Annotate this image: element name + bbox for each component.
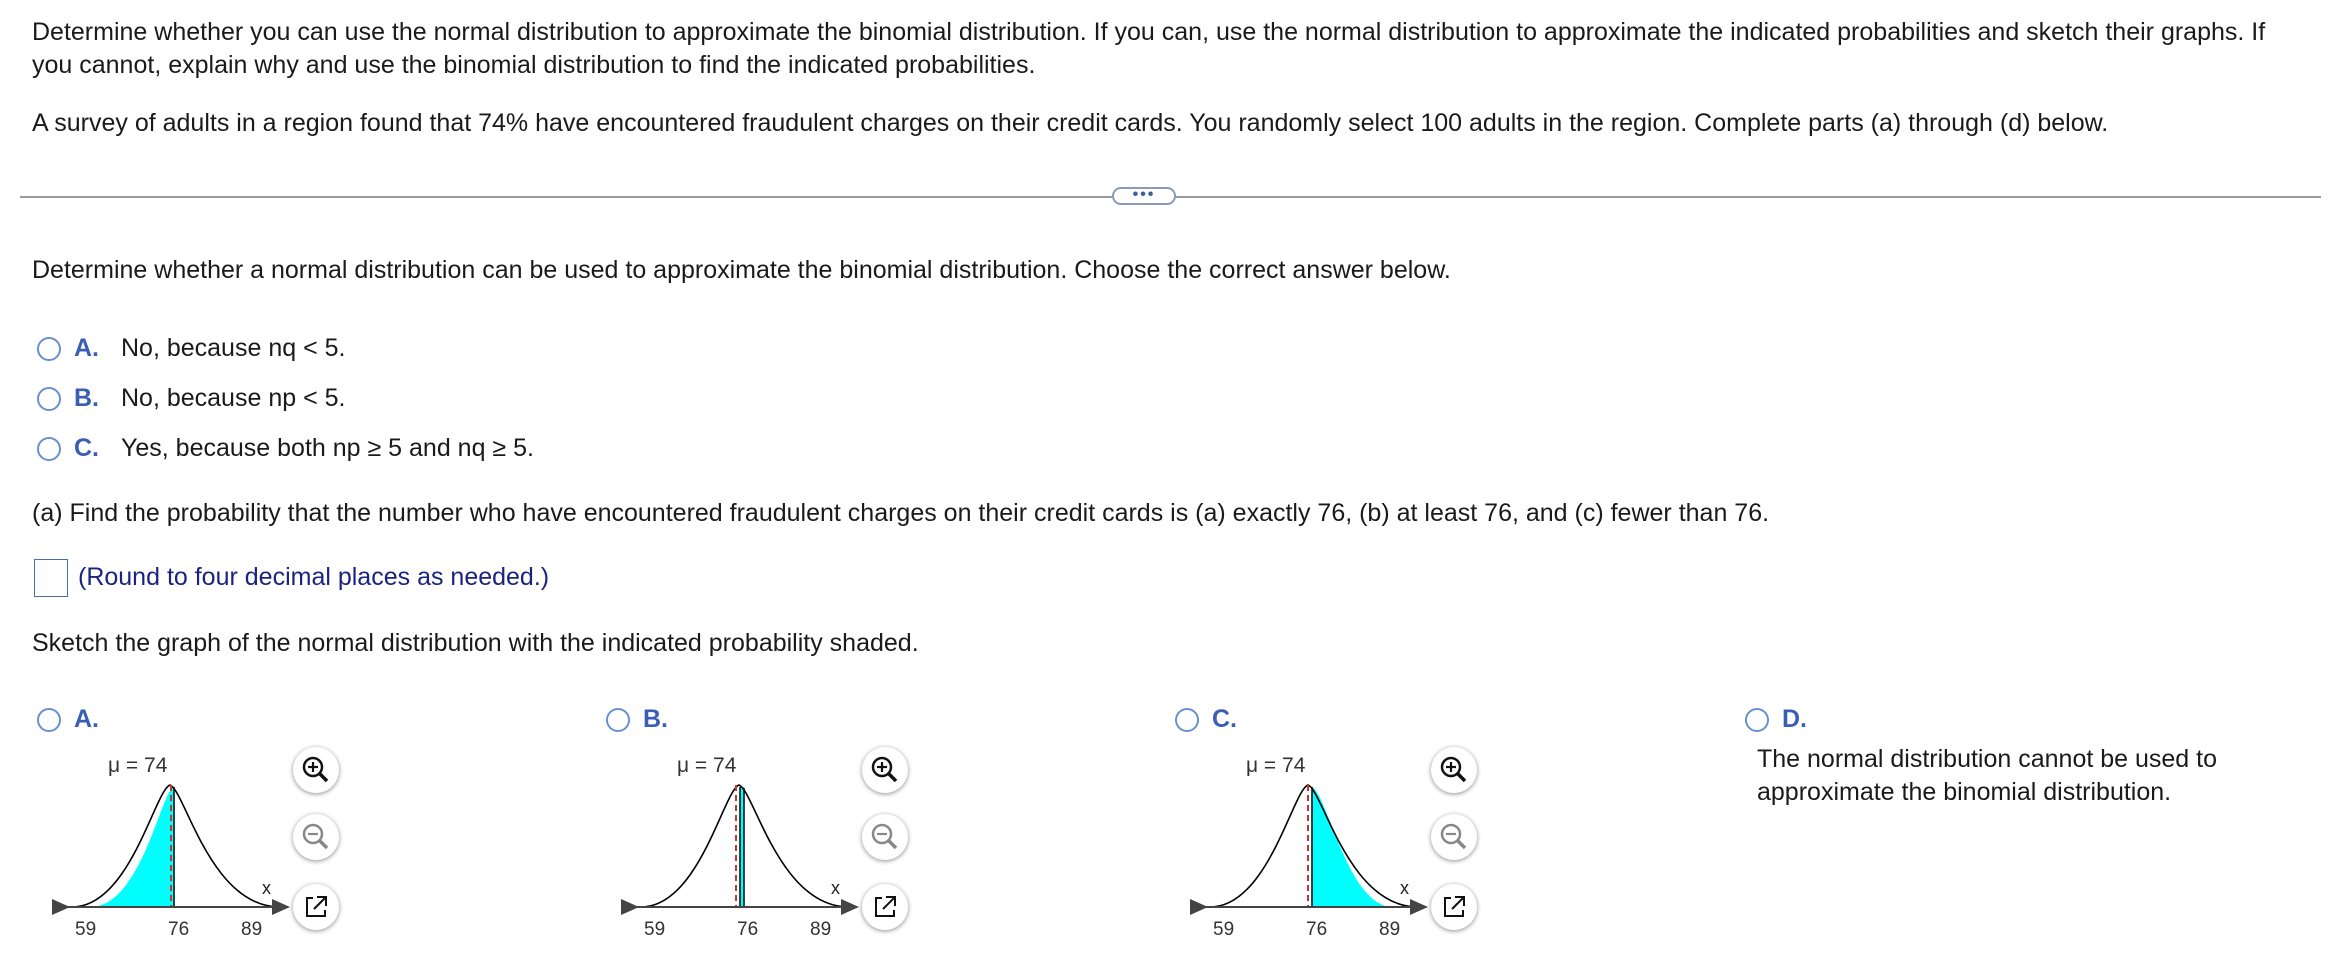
graph-b-tick-76: 76 bbox=[737, 919, 759, 940]
graph-b-plot bbox=[619, 775, 869, 925]
option-a-letter: A. bbox=[74, 334, 99, 362]
graph-b-tick-89: 89 bbox=[810, 919, 832, 940]
graph-a-mu-label: μ = 74 bbox=[108, 754, 168, 777]
graph-c-zoom-in-icon[interactable] bbox=[1431, 747, 1477, 793]
option-a-radio[interactable] bbox=[37, 337, 61, 361]
graph-a-tick-89: 89 bbox=[241, 919, 263, 940]
graph-d-radio[interactable] bbox=[1745, 708, 1769, 732]
graph-c-tick-76: 76 bbox=[1306, 919, 1328, 940]
graph-a-zoom-in-icon[interactable] bbox=[293, 747, 339, 793]
graph-b-radio[interactable] bbox=[606, 708, 630, 732]
answer-input[interactable] bbox=[34, 559, 68, 597]
graph-a-tick-59: 59 bbox=[75, 919, 97, 940]
graph-b-zoom-out-icon[interactable] bbox=[862, 814, 908, 860]
graph-b-mu-label: μ = 74 bbox=[677, 754, 737, 777]
option-b-text: No, because np < 5. bbox=[121, 384, 346, 412]
graph-a-curve bbox=[72, 785, 280, 907]
graph-b-letter: B. bbox=[643, 705, 668, 733]
graph-c-tick-59: 59 bbox=[1213, 919, 1235, 940]
expand-button[interactable]: ••• bbox=[1112, 187, 1176, 205]
graph-b-tick-59: 59 bbox=[644, 919, 666, 940]
graph-c-radio[interactable] bbox=[1175, 708, 1199, 732]
graph-a-x-label: x bbox=[262, 878, 271, 898]
rounding-hint: (Round to four decimal places as needed.) bbox=[78, 563, 550, 591]
graph-a-letter: A. bbox=[74, 705, 99, 733]
sketch-prompt: Sketch the graph of the normal distribution with the indicated probability shaded. bbox=[32, 629, 919, 657]
graph-c-open-external-icon[interactable] bbox=[1431, 884, 1477, 930]
option-c-text: Yes, because both np ≥ 5 and nq ≥ 5. bbox=[121, 434, 534, 462]
intro-paragraph-1: Determine whether you can use the normal distribution to approximate the binomial distribution. If you can, use the normal distribution to approximate the indicated probabilities and sketch their graphs. If you cannot, explain why and use the binomial distribution to find the indicated probabilities. bbox=[32, 18, 2266, 79]
graph-b-x-label: x bbox=[831, 878, 840, 898]
graph-b-zoom-in-icon[interactable] bbox=[862, 747, 908, 793]
question-prompt: Determine whether a normal distribution can be used to approximate the binomial distribution. Choose the correct answer below. bbox=[32, 256, 1451, 284]
graph-a-open-external-icon[interactable] bbox=[293, 884, 339, 930]
graph-d-letter: D. bbox=[1782, 705, 1807, 733]
graph-c-shaded-region bbox=[1312, 787, 1393, 907]
graph-c-zoom-out-icon[interactable] bbox=[1431, 814, 1477, 860]
graph-c-letter: C. bbox=[1212, 705, 1237, 733]
graph-a-tick-76: 76 bbox=[168, 919, 190, 940]
option-b-letter: B. bbox=[74, 384, 99, 412]
graph-d-text: The normal distribution cannot be used to approximate the binomial distribution. bbox=[1757, 745, 2217, 806]
option-b-radio[interactable] bbox=[37, 387, 61, 411]
part-a-prompt: (a) Find the probability that the number who have encountered fraudulent charges on their credit cards is (a) exactly 76, (b) at least 76, and (c) fewer than 76. bbox=[32, 499, 1770, 527]
graph-a-zoom-out-icon[interactable] bbox=[293, 814, 339, 860]
intro-paragraph-2: A survey of adults in a region found that 74% have encountered fraudulent charges on their credit cards. You randomly select 100 adults in the region. Complete parts (a) through (d) below. bbox=[32, 109, 2109, 137]
graph-a-shaded-region bbox=[90, 787, 174, 907]
graph-c-x-label: x bbox=[1400, 878, 1409, 898]
graph-b-open-external-icon[interactable] bbox=[862, 884, 908, 930]
graph-c-plot bbox=[1188, 775, 1438, 925]
option-c-radio[interactable] bbox=[37, 437, 61, 461]
graph-c-mu-label: μ = 74 bbox=[1246, 754, 1306, 777]
option-a-text: No, because nq < 5. bbox=[121, 334, 346, 362]
graph-c-tick-89: 89 bbox=[1379, 919, 1401, 940]
graph-a-radio[interactable] bbox=[37, 708, 61, 732]
graph-b-curve bbox=[641, 785, 849, 907]
option-c-letter: C. bbox=[74, 434, 99, 462]
graph-a-plot bbox=[50, 775, 300, 925]
